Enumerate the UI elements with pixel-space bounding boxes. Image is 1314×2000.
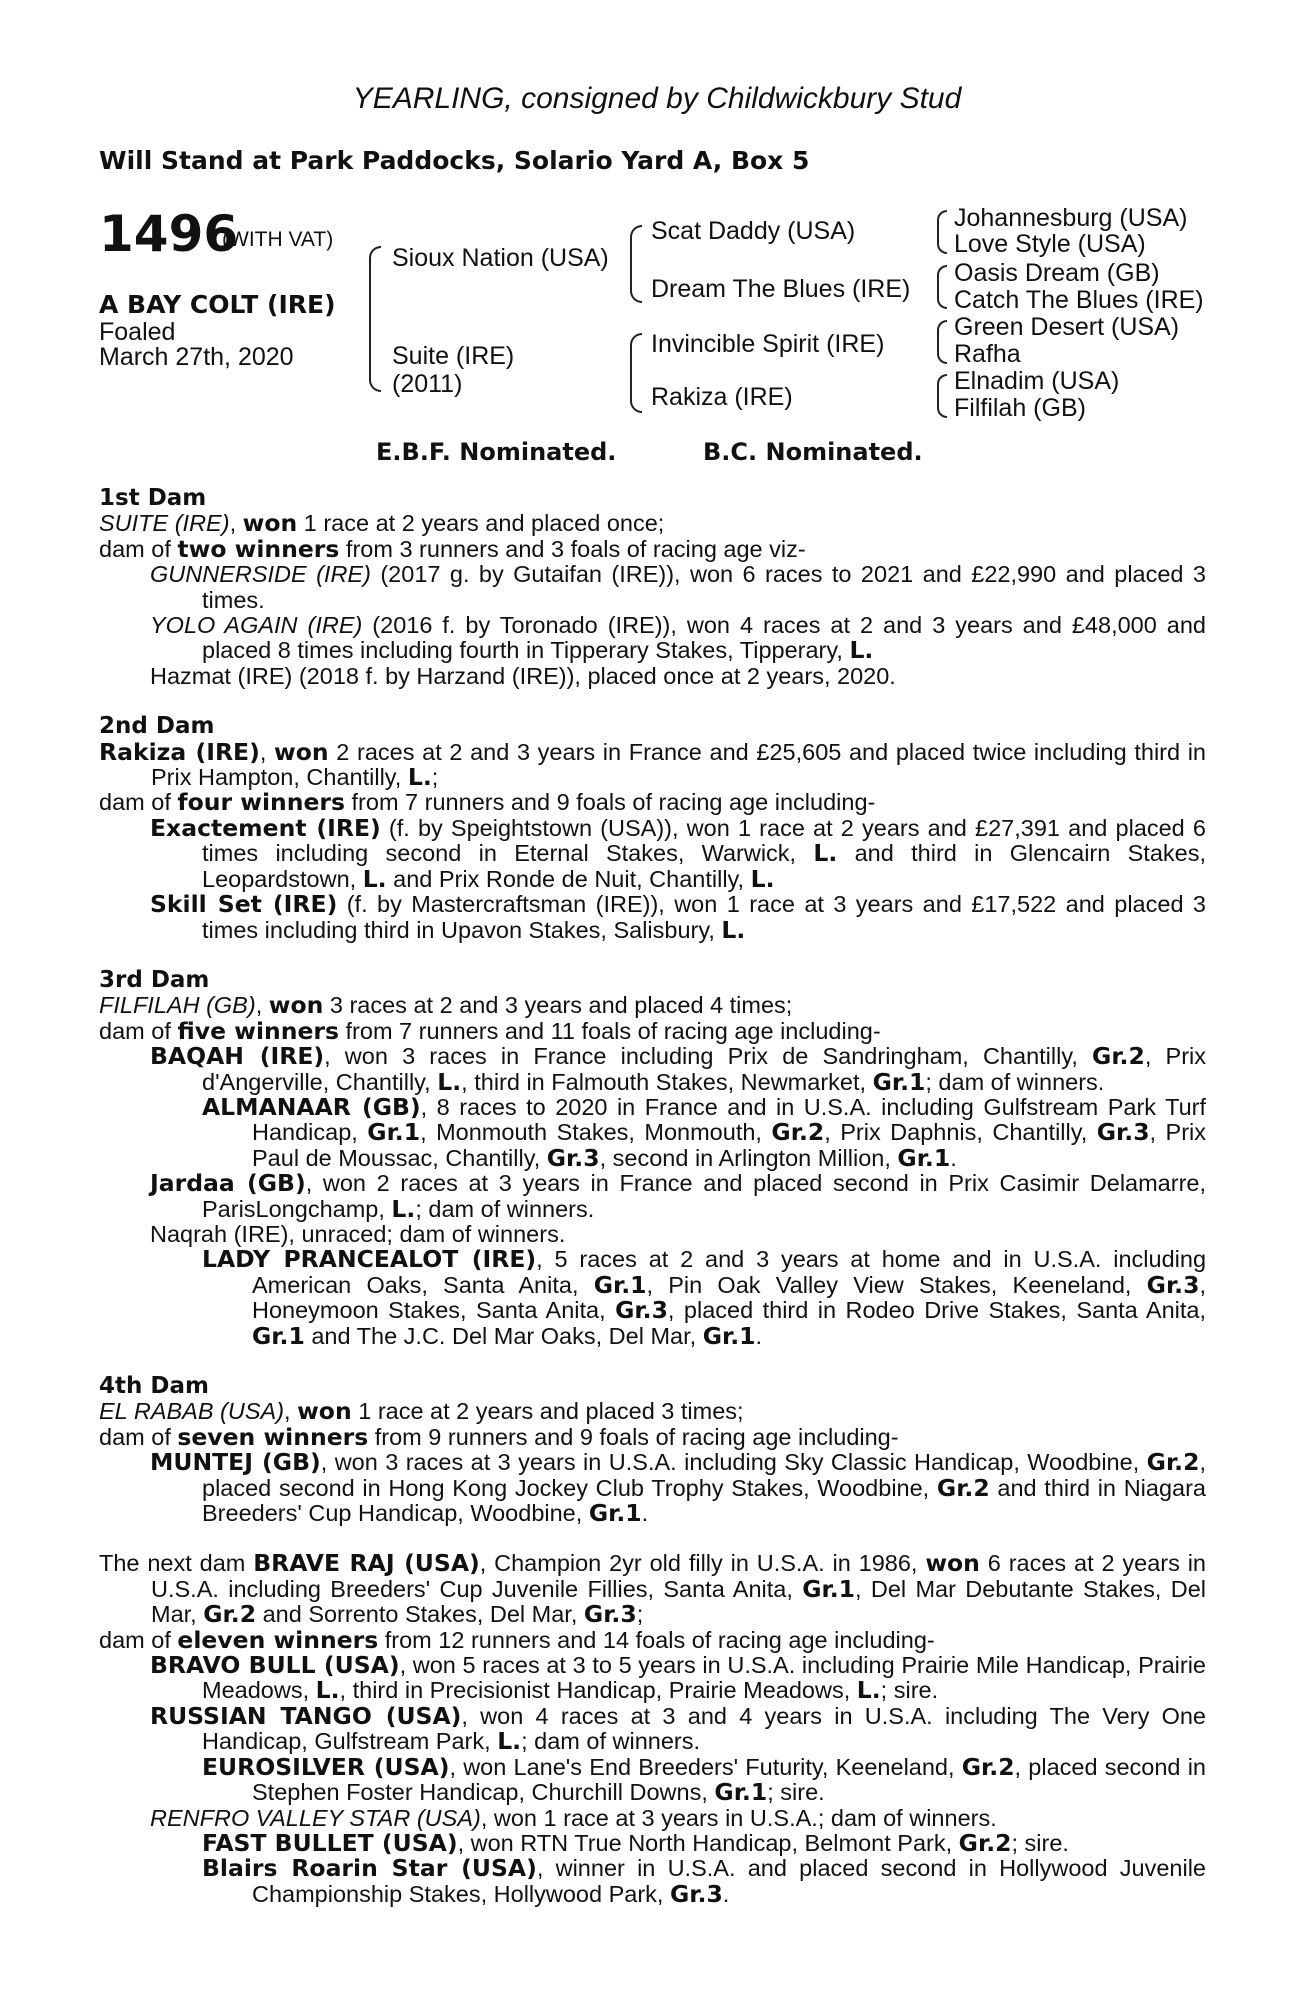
pedigree-dss: Green Desert (USA)	[954, 313, 1180, 341]
pedigree-brace-main	[369, 246, 381, 392]
produce-entry: Skill Set (IRE) (f. by Mastercraftsman (IRE)), won 1 race at 3 years and £17,522 and placed 3 times including third in Upavon Stakes, Salisbury, L.	[150, 890, 1206, 944]
pedigree-sdd: Catch The Blues (IRE)	[954, 286, 1204, 314]
produce-entry: Blairs Roarin Star (USA), winner in U.S.A. and placed second in Hollywood Juvenile Championship Stakes, Hollywood Park, Gr.3.	[202, 1854, 1207, 1908]
produce-entry: LADY PRANCEALOT (IRE), 5 races at 2 and 3 years at home and in U.S.A. including American Oaks, Santa Anita, Gr.1, Pin Oak Valley View Stakes, Keeneland, Gr.3, Honeymoon Stakes, Santa Anita, Gr.3, placed third in Rodeo Drive Stakes, Santa Anita, Gr.1 and The J.C. Del Mar Oaks, Del Mar, Gr.1.	[202, 1245, 1207, 1350]
next-dam-entry: The next dam BRAVE RAJ (USA), Champion 2yr old filly in U.S.A. in 1986, won 6 races at 2 years in U.S.A. including Breeders' Cup Juvenile Fillies, Santa Anita, Gr.1, Del Mar Debutante Stakes, Del Mar, Gr.2 and Sorrento Stakes, Del Mar, Gr.3;	[99, 1549, 1206, 1629]
produce-entry: BRAVO BULL (USA), won 5 races at 3 to 5 years in U.S.A. including Prairie Mile Handicap, Prairie Meadows, L., third in Precisionist Handicap, Prairie Meadows, L.; sire.	[150, 1651, 1206, 1705]
pedigree-sire: Sioux Nation (USA)	[392, 244, 609, 272]
pedigree-sds: Oasis Dream (GB)	[954, 259, 1160, 287]
vat-note: (WITH VAT)	[222, 228, 334, 251]
dam-entry: FILFILAH (GB), won 3 races at 2 and 3 years and placed 4 times;	[99, 991, 793, 1020]
pedigree-dds: Elnadim (USA)	[954, 367, 1120, 395]
pedigree-sss: Johannesburg (USA)	[954, 204, 1188, 232]
produce-entry: RENFRO VALLEY STAR (USA), won 1 race at 3 years in U.S.A.; dam of winners.	[150, 1804, 997, 1831]
pedigree-dam-dam: Rakiza (IRE)	[651, 383, 793, 411]
pedigree-brace-ds	[937, 320, 947, 364]
section-heading: 3rd Dam	[99, 966, 210, 993]
pedigree-dsd: Rafha	[954, 340, 1021, 368]
section-heading: 1st Dam	[99, 485, 207, 511]
produce-entry: YOLO AGAIN (IRE) (2016 f. by Toronado (IRE)), won 4 races at 2 and 3 years and £48,000 and placed 8 times including fourth in Tipperary Stakes, Tipperary, L.	[150, 612, 1206, 665]
pedigree-brace-sd	[937, 265, 947, 309]
produce-entry: MUNTEJ (GB), won 3 races at 3 years in U.S.A. including Sky Classic Handicap, Woodbine, Gr.2, placed second in Hong Kong Jockey Club Trophy Stakes, Woodbine, Gr.2 and third in Niagara Breeders' Cup Handicap, Woodbine, Gr.1.	[150, 1448, 1206, 1528]
catalogue-body	[99, 486, 1206, 1907]
bc-nomination: B.C. Nominated.	[703, 438, 923, 466]
foaled-label: Foaled	[99, 318, 176, 346]
dam-entry: Rakiza (IRE), won 2 races at 2 and 3 years in France and £25,605 and placed twice including third in Prix Hampton, Chantilly, L.;	[99, 737, 1206, 792]
produce-entry: ALMANAAR (GB), 8 races to 2020 in France and in U.S.A. including Gulfstream Park Turf Handicap, Gr.1, Monmouth Stakes, Monmouth, Gr.2, Prix Daphnis, Chantilly, Gr.3, Prix Paul de Moussac, Chantilly, Gr.3, second in Arlington Million, Gr.1.	[202, 1092, 1207, 1172]
pedigree-dam: Suite (IRE)	[392, 342, 515, 370]
produce-summary: dam of five winners from 7 runners and 11 foals of racing age including-	[99, 1016, 881, 1045]
pedigree-brace-sire	[630, 225, 642, 303]
pedigree-dam-year: (2011)	[392, 370, 463, 398]
pedigree-dam-sire: Invincible Spirit (IRE)	[651, 330, 885, 358]
produce-entry: FAST BULLET (USA), won RTN True North Handicap, Belmont Park, Gr.2; sire.	[202, 1828, 1069, 1857]
produce-entry: EUROSILVER (USA), won Lane's End Breeders' Futurity, Keeneland, Gr.2, placed second in Stephen Foster Handicap, Churchill Downs, Gr.1; sire.	[202, 1752, 1206, 1807]
produce-entry: Naqrah (IRE), unraced; dam of winners.	[150, 1220, 566, 1247]
pedigree-brace-ss	[937, 210, 947, 254]
foaled-date: March 27th, 2020	[99, 343, 294, 371]
produce-entry: Hazmat (IRE) (2018 f. by Harzand (IRE)), placed once at 2 years, 2020.	[150, 662, 896, 689]
produce-summary: dam of four winners from 7 runners and 9 foals of racing age including-	[99, 788, 876, 817]
section-heading: 2nd Dam	[99, 713, 215, 740]
pedigree-sire-dam: Dream The Blues (IRE)	[651, 275, 911, 303]
produce-entry: RUSSIAN TANGO (USA), won 4 races at 3 and 4 years in U.S.A. including The Very One Handicap, Gulfstream Park, L.; dam of winners.	[150, 1701, 1206, 1756]
produce-entry: Exactement (IRE) (f. by Speightstown (USA)), won 1 race at 2 years and £27,391 and placed 6 times including second in Eternal Stakes, Warwick, L. and third in Glencairn Stakes, Leopardstown, L. and Prix Ronde de Nuit, Chantilly, L.	[150, 813, 1206, 893]
pedigree-sire-sire: Scat Daddy (USA)	[651, 217, 856, 245]
pedigree-ssd: Love Style (USA)	[954, 230, 1146, 258]
page-header: YEARLING, consigned by Childwickbury Stud	[352, 82, 962, 115]
produce-entry: Jardaa (GB), won 2 races at 3 years in France and placed second in Prix Casimir Delamarre, ParisLongchamp, L.; dam of winners.	[150, 1169, 1207, 1223]
dam-entry: SUITE (IRE), won 1 race at 2 years and placed once;	[99, 509, 665, 538]
lot-number: 1496	[99, 205, 239, 263]
pedigree-ddd: Filfilah (GB)	[954, 394, 1086, 422]
produce-summary: dam of two winners from 3 runners and 3 foals of racing age viz-	[99, 534, 806, 563]
section-heading: 4th Dam	[99, 1373, 209, 1399]
lot-description: A BAY COLT (IRE)	[99, 290, 336, 319]
produce-entry: GUNNERSIDE (IRE) (2017 g. by Gutaifan (IRE)), won 6 races to 2021 and £22,990 and placed 3 times.	[150, 561, 1206, 613]
pedigree-brace-dd	[937, 374, 947, 418]
dam-entry: EL RABAB (USA), won 1 race at 2 years and placed 3 times;	[99, 1397, 744, 1426]
stand-location: Will Stand at Park Paddocks, Solario Yard A, Box 5	[99, 146, 810, 175]
produce-summary: dam of seven winners from 9 runners and 9 foals of racing age including-	[99, 1422, 899, 1451]
ebf-nomination: E.B.F. Nominated.	[376, 438, 617, 466]
produce-entry: BAQAH (IRE), won 3 races in France including Prix de Sandringham, Chantilly, Gr.2, Prix d'Angerville, Chantilly, L., third in Falmouth Stakes, Newmarket, Gr.1; dam of winners.	[150, 1042, 1206, 1096]
produce-summary: dam of eleven winners from 12 runners and 14 foals of racing age including-	[99, 1625, 935, 1654]
pedigree-brace-dam	[630, 333, 642, 413]
